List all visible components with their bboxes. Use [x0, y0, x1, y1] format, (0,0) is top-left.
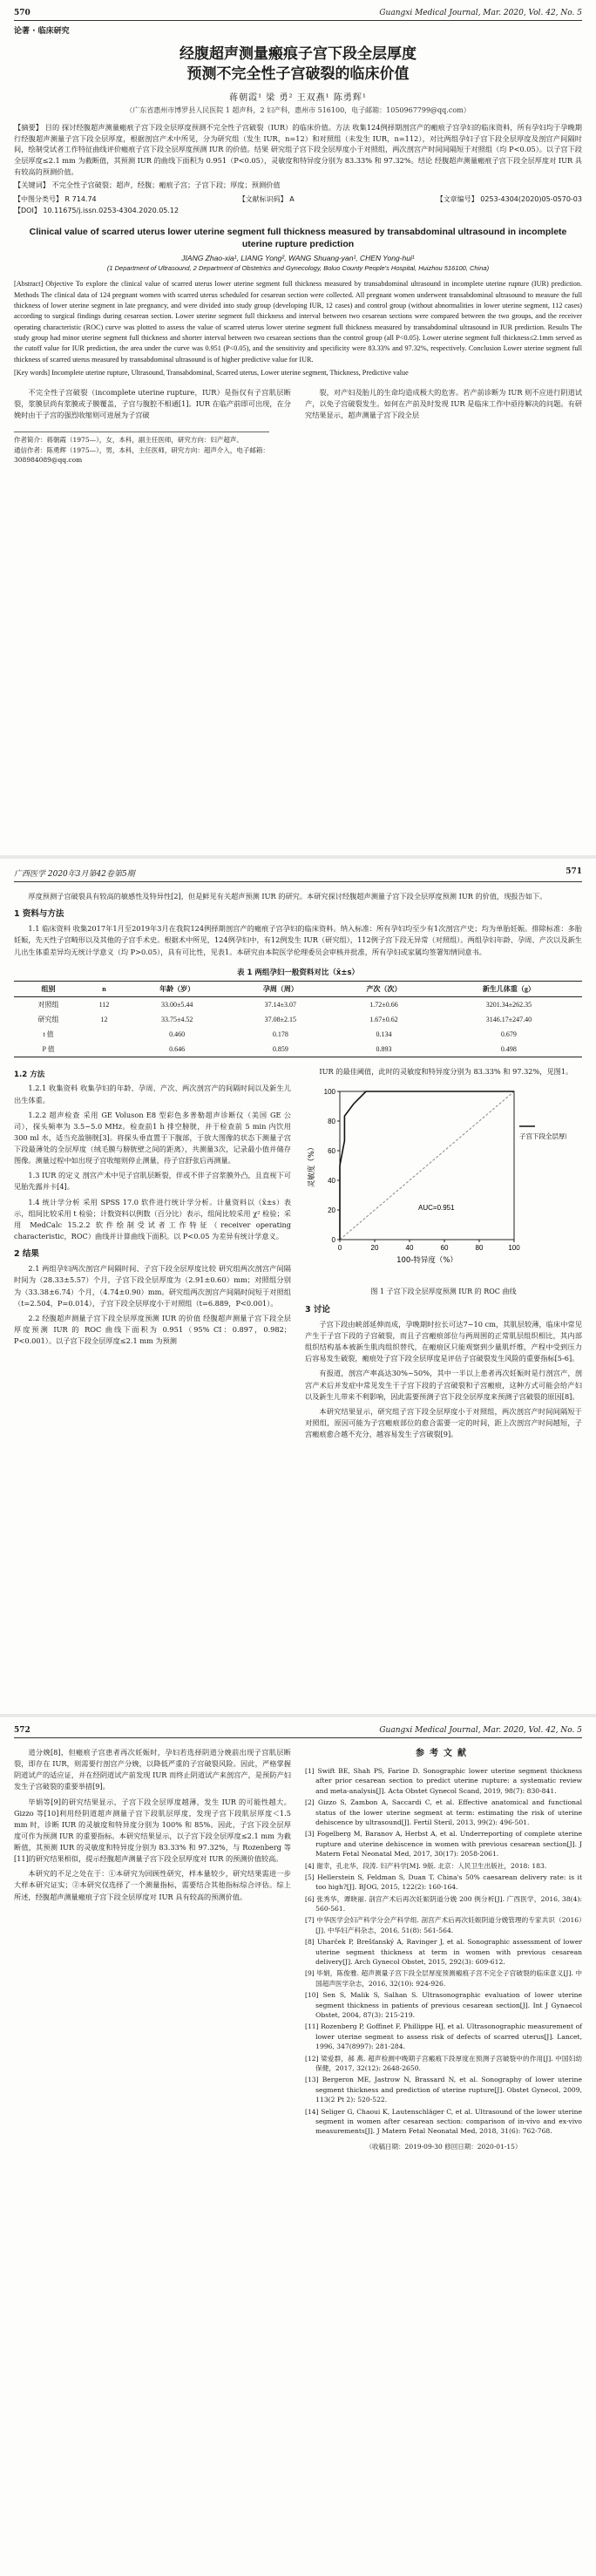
- abstract-en: [Abstract] Objective To explore the clinical value of scarred uterus lower uterine segment full thickness measured by transabdominal ultrasound in incomplete uterine rupture (IUR) prediction. Methods The clinical data of 124 pregnant women with scarred uterus scheduled for cesarean section were collected. All pregnant women underwent transabdominal ultrasound to measure the full thickness of lower uterine segment in late pregnancy, and were divided into study group (developing IUR, 12 cases) and control group (without abnormalities in lower uterine segment, 112 cases) according to surgical findings during cesarean section. Lower uterine segment full thickness and interval between two cesarean sections were compared between the two groups, and the receiver operating characteristic (ROC) curve was plotted to assess the value of scarred uterus lower uterine segment full thickness measured by transabdominal ultrasound in IUR prediction. Results The study group had minor uterine segment full thickness and shorter interval between two cesarean sections than the control group (all P<0.05). Lower uterine segment full thickness≤2.1mm served as the cutoff value for IUR prediction, the area under the curve was 0.951 (P<0.05), and the sensitivity and specificity were 83.33% and 97.32%, respectively. Conclusion Lower uterine segment full thickness of scarred uterus measured by transabdominal ultrasound is of higher predictive value for IUR.: [14, 280, 582, 364]
- reference-item: [6] 张秀华，谭晓丽. 剖宫产术后再次妊娠阴道分娩 200 例分析[J]. 广西医学，2016, 38(4): 560-561.: [305, 1894, 582, 1913]
- heading-1-2: 1.2 方法: [14, 1070, 45, 1079]
- reference-item: [3] Fogelberg M, Baranov A, Herbst A, et al. Underreporting of complete uterine rupture and uterine dehiscence in women with previous cesarean section[J]. J Matern Fetal Neonatal Med, 2017, 30(17): 2058-2061.: [305, 1830, 582, 1859]
- article-title-en: Clinical value of scarred uterus lower uterine segment full thickness measured by transabdominal ultrasound in incomplete uterine rupture prediction: [29, 227, 567, 250]
- x-axis-label: 100-特异度（%）: [396, 1255, 457, 1265]
- table-cell: 0.859: [272, 1044, 288, 1053]
- reference-item: [7] 中华医学会妇产科学分会产科学组. 剖宫产术后再次妊娠阴道分娩管理的专家共识（2016）[J]. 中华妇产科杂志，2016, 51(8): 561-564.: [305, 1916, 582, 1934]
- x-tick-label: 20: [370, 1243, 379, 1252]
- page-571: [0, 859, 596, 1714]
- running-head: [14, 1726, 582, 1738]
- table-row: [14, 1027, 582, 1042]
- document-code: 【文献标识码】 A: [238, 195, 295, 204]
- paragraph-1-4: 1.4 统计学分析 采用 SPSS 17.0 软件进行统计学分析。计量资料以（x̄±s）表示，组间比较采用 t 检验；计数资料以例数（百分比）表示，组间比较采用 χ² 检验；采用 MedCalc 15.2.2 软件绘制受试者工作特征（receiver operating characteristic，ROC）曲线并计算曲线下面积。以 P<0.05 为差异有统计学意义。: [14, 1197, 291, 1240]
- authors-cn: 蒋朝霞¹ 梁 勇² 王双燕¹ 陈勇辉¹: [229, 92, 367, 103]
- keywords-cn: 【关键词】 不完全性子宫破裂；超声，经腹；瘢痕子宫；子宫下段；厚度；预测价值: [14, 180, 281, 190]
- column-right: [305, 387, 582, 425]
- footnote-first-author: 作者简介：蒋朝霞（1975—），女，本科，副主任医师，研究方向：妇产超声。: [14, 436, 243, 445]
- footnote-corresponding: 通信作者：陈勇辉（1975—），男，本科，主任医师，研究方向：超声介入，电子邮箱：308984089@qq.com: [14, 445, 269, 464]
- discussion-paragraph-6: 本研究的不足之处在于：①本研究为回顾性研究，样本量较少，研究结果需进一步大样本研究证实；②本研究仅选择了一个测量指标，需要结合其他指标综合评估。综上所述，经腹超声测量瘢痕子宫下段全层厚度对 IUR 具有较高的预测价值。: [14, 1869, 291, 1901]
- doi: 【DOI】 10.11675/j.issn.0253-4304.2020.05.12: [14, 207, 179, 215]
- affiliation-cn: （广东省惠州市博罗县人民医院 1 超声科，2 妇产科，惠州市 516100，电子邮箱：1050967799@qq.com）: [125, 105, 471, 114]
- intro-end: 厚度预测子宫破裂具有较高的敏感性及特异性[2]，但是鲜见有关超声预测 IUR 的研究。本研究探讨经腹超声测量子宫下段全层厚度预测 IUR 的价值，现报告如下。: [28, 892, 547, 901]
- clc-number: 【中图分类号】 R 714.74: [14, 195, 97, 204]
- table-cell: P 值: [42, 1044, 55, 1053]
- reference-item: [13] Bergeron ME, Jastrow N, Brassard N, et al. Sonography of lower uterine segment thickness and prediction of uterine rupture[J]. Obstet Gynecol, 2009, 113(2 Pt 2): 520-522.: [305, 2076, 582, 2104]
- article-number: 【文章编号】 0253-4304(2020)05-0570-03: [436, 195, 582, 204]
- clinical-data: 1.1 临床资料 收集2017年1月至2019年3月在我院124例择期剖宫产的瘢痕子宫孕妇的临床资料。纳入标准：所有孕妇均至少有1次剖宫产史；均为单胎妊娠。排除标准：多胎妊娠，先天性子宫畸形以及其他的子宫手术史。根据术中所见，124例孕妇中，有12例发生 IUR（研究组），112例子宫下段无异常（对照组）。两组孕妇年龄、孕周、产次以及新生儿出生体重差异均无统计学意义（均 P>0.05），具有可比性，见表1。本研究由本院医学伦理委员会审核并批准，所有孕妇或家属均签署知情同意书。: [14, 924, 582, 956]
- table-header: 组别: [41, 984, 56, 993]
- table-row: [14, 996, 582, 1012]
- y-tick-label: 60: [328, 1146, 335, 1155]
- heading-methods: 1 资料与方法: [14, 909, 64, 920]
- table-row: [14, 1012, 582, 1027]
- paragraph-1-2-2: 1.2.2 超声检查 采用 GE Voluson E8 型彩色多普勒超声诊断仪（美国 GE 公司），探头频率为 3.5~5.0 MHz。检查前1 h 排空膀胱，并于检查前 5 min 内饮用 300 ml 水，适当充盈膀胱[3]。将探头垂直置于下腹部，于放大图像的状态下测量子宫下段最薄处的全层厚度（绒毛膜与膀胱壁之间的距离），共测量3次，记录最小值并储存图像。测量过程中如出现子宫收缩则停止测量，待子宫舒张后再测量。: [14, 1110, 291, 1166]
- y-tick-label: 0: [331, 1235, 335, 1244]
- article-title-cn: [14, 44, 582, 85]
- table-cell: 37.14±3.07: [264, 1000, 297, 1009]
- intro-paragraph-cont: 裂，对产妇及胎儿的生命均造成极大的危害。若产前诊断为 IUR 则不应进行阴道试产，以免子宫破裂发生。如何在产前及时发现 IUR 是临床工作中亟待解决的问题。有研究结果显示，超声测量子宫下段全层: [305, 388, 582, 420]
- discussion-paragraph-5: 毕娟等[9]的研究结果显示，子宫下段全层厚度越薄，发生 IUR 的可能性越大。Gizzo 等[10]利用经阴道超声测量子宫下段肌层厚度，发现子宫下段肌层厚度＜1.5 mm 时，诊断 IUR 的灵敏度和特异度分别为 100% 和 85%。因此，子宫下段全层厚度可作为预测 IUR 的重要指标。本研究结果显示，以子宫下段全层厚度≤2.1 mm 为截断值，其预测 IUR 的灵敏度和特异度分别为 83.33% 和 97.32%，与 Rozenberg 等[11]的研究结果相似，提示经腹超声测量子宫下段全层厚度对 IUR 的预测价值较高。: [14, 1797, 291, 1864]
- page-number: 572: [14, 1726, 30, 1735]
- x-tick-label: 40: [405, 1243, 414, 1252]
- reference-item: [9] 毕娟，陈俊雅. 超声测量子宫下段全层厚度预测瘢痕子宫不完全子宫破裂的临床意义[J]. 中国超声医学杂志，2016, 32(10): 924-926.: [305, 1969, 582, 1988]
- table-cell: 0.893: [376, 1044, 392, 1053]
- reference-item: [5] Hellerstein S, Feldman S, Duan T. China's 50% caesarean delivery rate: is it too high?[J]. BJOG, 2015, 122(2): 160-164.: [305, 1873, 582, 1892]
- paragraph-2-2-cont: IUR 的最佳阈值，此时的灵敏度和特异度分别为 83.33% 和 97.32%，见图1。: [319, 1066, 573, 1076]
- discussion-paragraph-2: 有报道，剖宫产率高达30%~50%，其中一半以上患者再次妊娠时是行剖宫产，剖宫产术后并发症中常见发生于子宫下段的子宫破裂和子宫瘢痕，这种方式可能会给产妇以及新生儿带来不利影响，因此需要预测子宫下段全层厚度来预测子宫破裂的原因[8]。: [305, 1369, 582, 1401]
- authors-en: JIANG Zhao-xia¹, LIANG Yong², WANG Shuang-yan¹, CHEN Yong-hui¹: [181, 254, 415, 263]
- column-left: [14, 891, 582, 962]
- column-left: [14, 1066, 291, 1444]
- roc-chart: [305, 1081, 566, 1281]
- table-header: 孕周（周）: [262, 984, 298, 993]
- table-cell: [83, 1042, 125, 1057]
- reference-list: [305, 1766, 582, 2137]
- body-columns: [14, 1747, 582, 2152]
- y-axis-label: 灵敏度（%）: [308, 1143, 316, 1188]
- table-cell: [83, 1027, 125, 1042]
- table-header-row: [14, 981, 582, 996]
- table-cell: 12: [100, 1015, 108, 1023]
- page-572: [0, 1717, 596, 2576]
- received-date: （收稿日期：2019-09-30 修回日期：2020-01-15）: [365, 2142, 522, 2151]
- page-number: 570: [14, 9, 30, 17]
- paragraph-2-1: 2.1 两组孕妇两次剖宫产间隔时间、子宫下段全层厚度比较 研究组两次剖宫产间隔时间为（28.33±5.57）个月，子宫下段全层厚度为（2.91±0.60）mm；对照组分别为（33.38±6.74）个月，（4.74±0.90）mm。研究组两次剖宫产间隔时间短于对照组（t=2.504，P=0.014），子宫下段全层厚度小于对照组（t=6.889，P<0.001）。: [14, 1264, 291, 1308]
- table-cell: 33.00±5.44: [160, 1000, 193, 1009]
- classification-row: [14, 194, 582, 204]
- table-cell: 33.75±4.52: [160, 1015, 193, 1023]
- table1-caption: 表 1 两组孕妇一般资料对比（x̄±s）: [237, 968, 359, 977]
- table-cell: 3146.17±247.40: [485, 1015, 532, 1023]
- table-cell: 0.679: [500, 1030, 517, 1038]
- table-row: [14, 1042, 582, 1057]
- running-head: [14, 9, 582, 21]
- heading-discussion: 3 讨论: [305, 1304, 330, 1315]
- x-tick-label: 0: [337, 1243, 342, 1252]
- column-right: [305, 1066, 582, 1444]
- paragraph-2-2: 2.2 经腹超声测量子宫下段全层厚度预测 IUR 的价值 经腹超声测量子宫下段全层厚度预测 IUR 的 ROC 曲线下面积为 0.951（95% CI：0.897，0.982；P<0.001）。以子宫下段全层厚度≤2.1 mm 为预测: [14, 1313, 291, 1345]
- figure-caption: 图 1 子宫下段全层厚度预测 IUR 的 ROC 曲线: [370, 1287, 517, 1295]
- table-cell: t 值: [43, 1030, 54, 1038]
- reference-item: [12] 梁爱群，郝 燕. 超声检测中晚期子宫瘢痕下段厚度在预测子宫破裂中的作用[J]. 中国妇幼保健，2017, 32(12): 2648-2650.: [305, 2054, 582, 2072]
- body-columns-bottom: [14, 1066, 582, 1444]
- table-cell: 对照组: [37, 1000, 59, 1009]
- y-tick-label: 100: [323, 1087, 335, 1096]
- column-left: [14, 1747, 291, 2152]
- reference-item: [14] Seliger G, Chaoui K, Lautenschläger C, et al. Ultrasound of the lower uterine segment in women after cesarean section: comparison of in-vivo and ex-vivo measurements[J]. J Matern Fetal Neonatal Med, 2018, 31(6): 762-768.: [305, 2107, 582, 2136]
- table-cell: 1.72±0.66: [369, 1000, 398, 1009]
- reference-item: [2] Gizzo S, Zambon A, Saccardi C, et al. Effective anatomical and functional status of the lower uterine segment at term: estimating the risk of uterine dehiscence by ultrasound[J]. Fertil Steril, 2013, 99(2): 496-501.: [305, 1798, 582, 1826]
- figure-1: [305, 1081, 582, 1298]
- discussion-paragraph-4: 道分娩[8]，但瘢痕子宫患者再次妊娠时，孕妇若选择阴道分娩前出现子宫肌层断裂，即存在 IUR，则需要行剖宫产分娩，以降低严重的子宫破裂风险。因此，严格掌握阴道试产的适应证，并在经阴道试产前发现 IUR 而终止阴道试产来剖宫产，是预防产妇发生子宫破裂的重要举措[9]。: [14, 1748, 291, 1791]
- table-header: 年龄（岁）: [159, 984, 195, 993]
- auc-annotation: AUC=0.951: [418, 1203, 455, 1212]
- table-cell: 0.646: [169, 1044, 186, 1053]
- paragraph-1-3: 1.3 IUR 的定义 剖宫产术中见子宫肌层断裂，伴或不伴子宫浆膜外凸，且直视下可见胎先露并卡[4]。: [14, 1171, 291, 1192]
- intro-paragraph: 不完全性子宫破裂（incomplete uterine rupture，IUR）是指仅有子宫肌层断裂，浆膜层尚有浆膜或子膜覆盖，子宫与腹腔不相通[1]。IUR 在临产前即可出现，在分娩时由于子宫的强烈收缩则可进展为子宫破: [14, 388, 291, 420]
- table-cell: 0.498: [500, 1044, 517, 1053]
- y-tick-label: 20: [328, 1206, 335, 1214]
- references-title: 参考文献: [416, 1749, 471, 1758]
- discussion-paragraph-3: 本研究结果显示，研究组子宫下段全层厚度小于对照组，两次剖宫产时间间隔短于对照组，原因可能为子宫瘢痕部位的愈合需要一定的时间，距上次剖宫产时间越短，子宫瘢痕愈合越不充分，越容易发生子宫破裂[9]。: [305, 1406, 582, 1439]
- running-head: [14, 867, 582, 882]
- reference-item: [11] Rozenberg P, Goffinet F, Phillippe HJ, et al. Ultrasonographic measurement of lower uterine segment to assess risk of defects of scarred uterus[J]. Lancet, 1996, 347(8997): 281-284.: [305, 2022, 582, 2051]
- table1-body: [14, 996, 582, 1057]
- table1: [14, 981, 582, 1057]
- table-cell: 0.178: [272, 1030, 288, 1038]
- table-header: n: [102, 984, 106, 993]
- title-line-2: 预测不完全性子宫破裂的临床价值: [186, 65, 410, 83]
- journal-name: Guangxi Medical Journal, Mar. 2020, Vol. 42, No. 5: [379, 9, 582, 17]
- table-cell: 37.08±2.15: [264, 1015, 297, 1023]
- table-cell: 0.134: [376, 1030, 392, 1038]
- paragraph-1-2-1: 1.2.1 收集资料 收集孕妇的年龄、孕周、产次、两次剖宫产的间隔时间以及新生儿出生体重。: [14, 1084, 291, 1104]
- body-columns-top: [14, 891, 582, 962]
- page-number: 571: [566, 867, 582, 876]
- heading-results: 2 结果: [14, 1249, 39, 1260]
- table-header: 新生儿体重（g）: [482, 984, 535, 993]
- journal-name: Guangxi Medical Journal, Mar. 2020, Vol. 42, No. 5: [379, 1726, 582, 1735]
- section-tag: 论著 · 临床研究: [14, 27, 70, 36]
- title-line-1: 经腹超声测量瘢痕子宫下段全层厚度: [179, 45, 417, 63]
- column-right: [305, 1747, 582, 2152]
- x-tick-label: 100: [508, 1243, 520, 1252]
- table-cell: 112: [98, 1000, 110, 1009]
- y-tick-label: 40: [328, 1176, 335, 1185]
- page-570: [0, 0, 596, 855]
- discussion-paragraph-1: 子宫下段由峡部延伸而成，孕晚期时拉长可达7~10 cm，其肌层较薄，临床中常见产生于子宫下段的子宫破裂，而且子宫瘢痕部位与两周围的正常肌层组织相比，其内部组织结构基本被新生肌肉组织替代，在瘢痕区只能观察到少量肌纤维，产程中受到压力后容易发生破裂，瘢痕处子宫下段全层厚度是评估子宫破裂发生风险的重要指标[5-6]。: [305, 1319, 582, 1363]
- column-left: [14, 387, 291, 425]
- abstract-cn: 【摘要】 目的 探讨经腹超声测量瘢痕子宫下段全层厚度预测不完全性子宫破裂（IUR）的临床价值。方法 收集124例择期剖宫产的瘢痕子宫孕妇的临床资料，所有孕妇均于孕晚期行经腹超声测量子宫下段全层厚度，根据剖宫产术中所见，分为研究组（发生 IUR，n=12）和对照组（未发生 IUR，n=112），对比两组孕妇子宫下段全层厚度及剖宫产间隔时间，绘制受试者工作特征曲线评价瘢痕子宫下段全层厚度预测 IUR 的价值。结果 研究组子宫下段全层厚度小于对照组，两次剖宫产时间间隔短于对照组（均 P<0.05）。以子宫下段全层厚度≤2.1 mm 为截断值，其预测 IUR 的曲线下面积为 0.951（P<0.05），灵敏度和特异度分别为 83.33% 和 97.32%。结论 经腹超声测量瘢痕子宫下段全层厚度对 IUR 具有较高的预测价值。: [14, 122, 582, 176]
- reference-item: [8] Uharček P, Brešťanský A, Ravinger J, et al. Sonographic assessment of lower uterine segment thickness at term in women with previous cesarean delivery[J]. Arch Gynecol Obstet, 2015, 292(3): 609-612.: [305, 1938, 582, 1967]
- reference-item: [1] Swift BE, Shah PS, Farine D. Sonographic lower uterine segment thickness after prior cesarean section to predict uterine rupture: a systematic review and meta-analysis[J]. Acta Obstet Gynecol Scand, 2019, 98(7): 830-841.: [305, 1767, 582, 1795]
- x-tick-label: 80: [475, 1243, 484, 1252]
- table-header: 产次（次）: [366, 984, 402, 993]
- table-cell: 3201.34±262.35: [485, 1000, 532, 1009]
- keywords-en: [Key words] Incomplete uterine rupture, Ultrasound, Transabdominal, Scarred uterus, Lower uterine segment, Thickness, Predictive value: [14, 368, 409, 377]
- body-columns: [14, 387, 582, 425]
- author-footnote: [14, 432, 269, 465]
- table-cell: 0.460: [169, 1030, 186, 1038]
- reference-item: [10] Sen S, Malik S, Salhan S. Ultrasonographic evaluation of lower uterine segment thickness in patients of previous cesarean section[J]. Int J Gynaecol Obstet, 2004, 87(3): 215-219.: [305, 1991, 582, 2019]
- x-tick-label: 60: [440, 1243, 449, 1252]
- journal-name-cn: 广西医学 2020年3月第42卷第5期: [14, 870, 135, 879]
- table-cell: 1.67±0.62: [369, 1015, 398, 1023]
- affiliation-en: (1 Department of Ultrasound, 2 Department of Obstetrics and Gynecology, Boluo County People's Hospital, Huizhou 516100, China): [106, 264, 490, 273]
- reference-item: [4] 谢幸，孔北华，段涛. 妇产科学[M]. 9版. 北京：人民卫生出版社，2018: 183.: [305, 1861, 547, 1870]
- legend-label: 子宫下段全层厚度: [519, 1132, 566, 1140]
- reference-line: [340, 1091, 514, 1240]
- table-cell: 研究组: [37, 1015, 59, 1023]
- y-tick-label: 80: [328, 1117, 335, 1125]
